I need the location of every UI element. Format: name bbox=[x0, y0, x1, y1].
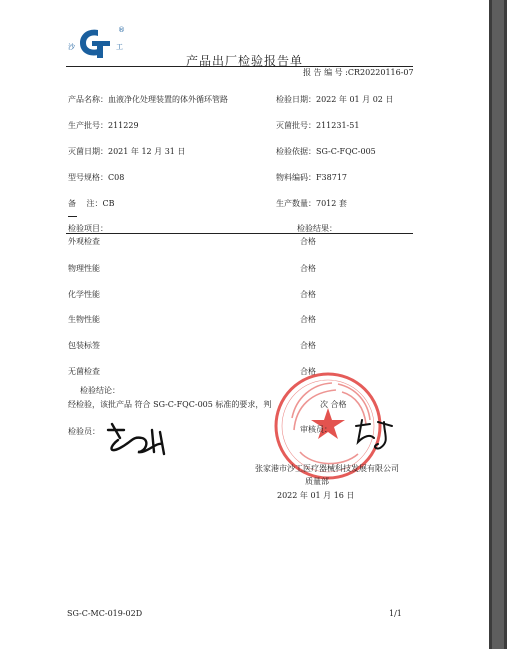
item-name: 无菌检查 bbox=[68, 367, 100, 376]
footer-code: SG-C-MC-019-02D bbox=[67, 609, 143, 618]
product-name: 产品名称：血液净化处理装置的体外循环管路 bbox=[68, 95, 228, 104]
item-result: 合格 bbox=[300, 290, 316, 299]
department: 质量部 bbox=[305, 477, 329, 486]
production-quantity: 生产数量：7012 套 bbox=[276, 199, 347, 208]
results-header: 检验结果： bbox=[297, 224, 337, 233]
conclusion-text: 经检验，该批产品 符合 SG-C-FQC-005 标准的要求，判 bbox=[68, 400, 272, 409]
issue-date: 2022 年 01 月 16 日 bbox=[277, 491, 355, 500]
items-header: 检验项目： bbox=[68, 224, 108, 233]
report-number: 报 告 编 号 :CR20220116-07 bbox=[303, 68, 414, 77]
item-name: 包装标签 bbox=[68, 341, 100, 350]
approver-label: 审核员： bbox=[300, 425, 332, 434]
item-result: 合格 bbox=[300, 367, 316, 376]
sterilization-batch: 灭菌批号：211231-51 bbox=[276, 121, 360, 130]
logo-right-char: 工 bbox=[116, 43, 123, 51]
item-name: 外观检查 bbox=[68, 237, 100, 246]
page-number: 1/1 bbox=[389, 609, 402, 618]
header-divider bbox=[66, 233, 413, 234]
stamp-overlay-text: 次 合格 bbox=[320, 400, 347, 409]
material-code: 物料编码：F38717 bbox=[276, 173, 347, 182]
inspector-label: 检验员： bbox=[68, 427, 100, 436]
item-name: 化学性能 bbox=[68, 290, 100, 299]
item-result: 合格 bbox=[300, 341, 316, 350]
company-logo bbox=[66, 22, 130, 66]
item-result: 合格 bbox=[300, 315, 316, 324]
remark: 备 注：CB bbox=[68, 199, 115, 208]
inspector-signature bbox=[102, 418, 174, 458]
inspection-basis: 检验依据：SG-C-FQC-005 bbox=[276, 147, 376, 156]
document-title: 产品出厂检验报告单 bbox=[186, 54, 304, 68]
sterilization-date: 灭菌日期：2021 年 12 月 31 日 bbox=[68, 147, 186, 156]
short-mark bbox=[68, 216, 77, 217]
item-name: 生物性能 bbox=[68, 315, 100, 324]
item-result: 合格 bbox=[300, 237, 316, 246]
company-name: 张家港市沙工医疗器械科技发展有限公司 bbox=[255, 464, 399, 473]
logo-left-char: 沙 bbox=[68, 43, 75, 51]
item-result: 合格 bbox=[300, 264, 316, 273]
inspection-date: 检验日期：2022 年 01 月 02 日 bbox=[276, 95, 394, 104]
model-spec: 型号规格：C08 bbox=[68, 173, 125, 182]
registered-mark: ® bbox=[118, 26, 125, 34]
batch-number: 生产批号：211229 bbox=[68, 121, 139, 130]
scrollbar-thumb[interactable] bbox=[492, 0, 504, 649]
item-name: 物理性能 bbox=[68, 264, 100, 273]
approver-signature bbox=[350, 416, 398, 452]
conclusion-label: 检验结论： bbox=[80, 386, 120, 395]
title-divider bbox=[66, 66, 413, 67]
